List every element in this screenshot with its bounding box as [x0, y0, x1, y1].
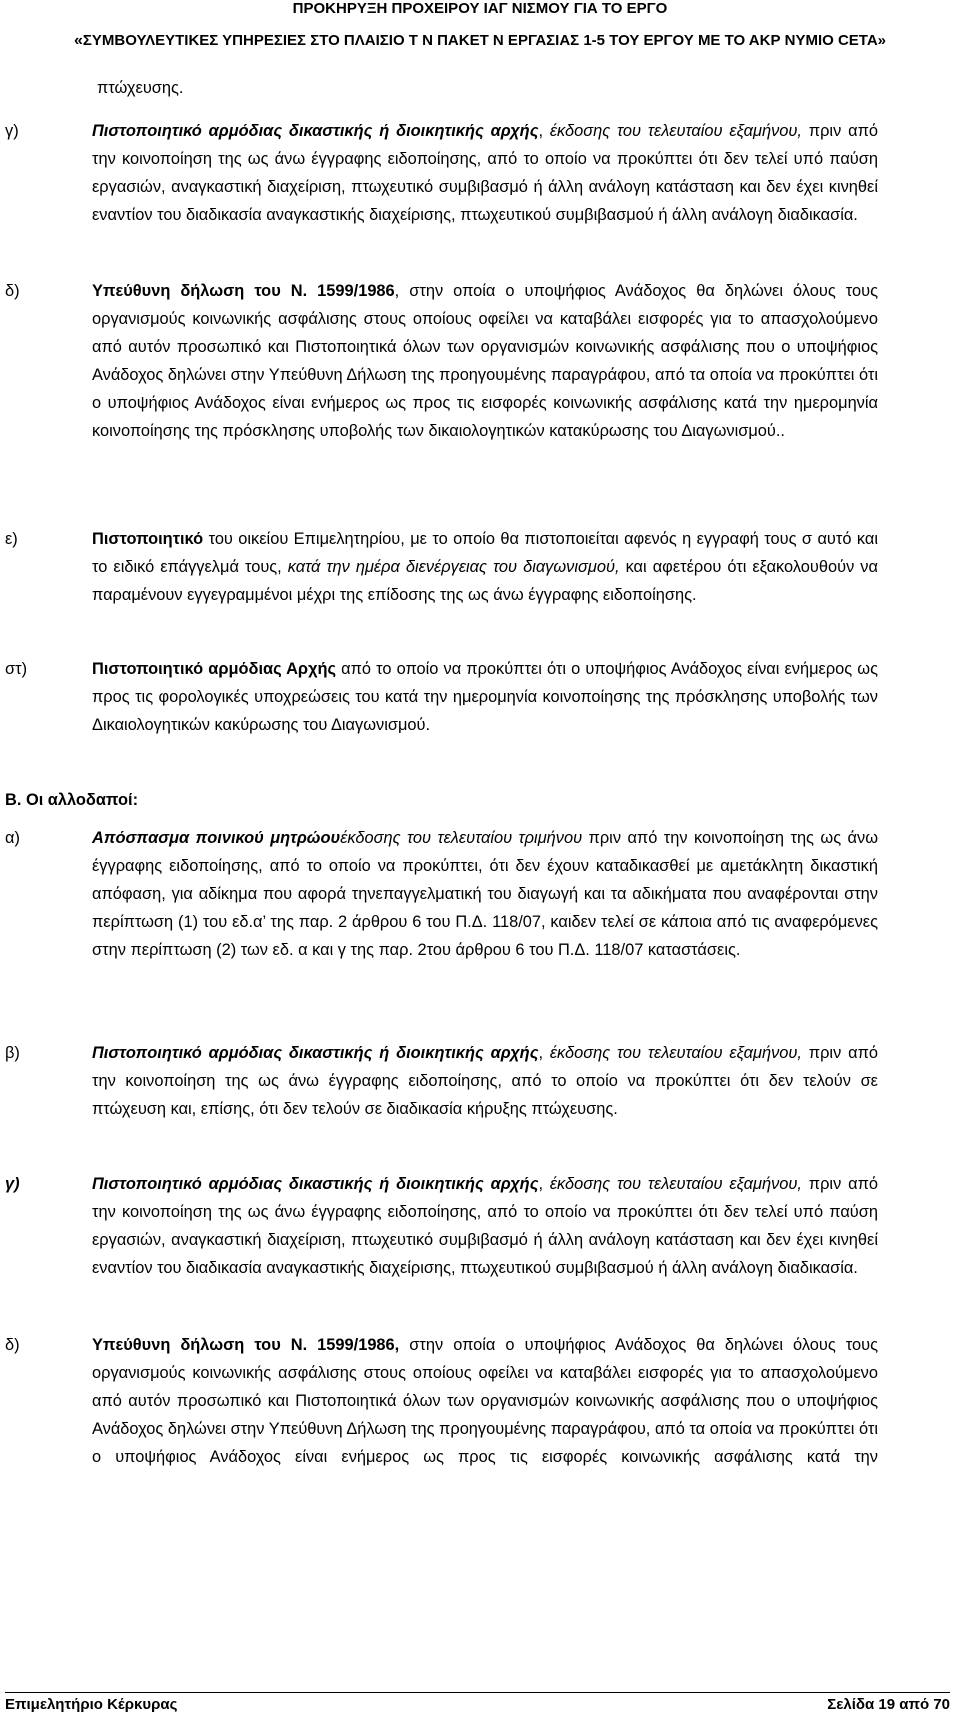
item-label: γ) — [5, 122, 19, 140]
paragraph-solemn-declaration: Υπεύθυνη δήλωση του Ν. 1599/1986, στην οποία ο υποψήφιος Ανάδοχος θα δηλώνει όλους τους οργανισμούς κοινωνικής ασφάλισης στους οποίους οφείλει να καταβάλει εισφορές για το απασχολούμενο από αυτόν προσωπικό και Πιστοποιητικά όλων των οργανισμών κοινωνικής ασφάλισης που ο υποψήφιος Ανάδοχος δηλώνει στην Υπεύθυνη Δήλωση της προηγουμένης παραγράφου, από τα οποία να προκύπτει ότι ο υποψήφιος Ανάδοχος είναι ενήμερος ως προς τις εισφορές κοινωνικής ασφάλισης κατά την — [92, 1336, 879, 1466]
item-title: Απόσπασμα ποινικού μητρώου — [92, 829, 341, 847]
paragraph-certificate-no-suspension: Πιστοποιητικό αρμόδιας δικαστικής ή διοικητικής αρχής, έκδοσης του τελευταίου εξαμήνου, πριν από την κοινοποίηση της ως άνω έγγραφης ειδοποίησης, από το οποίο να προκύπτει ότι δεν τελεί υπό παύση εργασιών, αναγκαστική διαχείριση, πτωχευτικό συμβιβασμό ή άλλη ανάλογη κατάσταση και δεν έχει κινηθεί εναντίον του διαδικασία αναγκαστικής διαχείρισης, πτωχευτικού συμβιβασμού ή άλλη ανάλογη διαδικασία. — [92, 122, 879, 224]
item-label: ε) — [5, 530, 18, 548]
paragraph-bankruptcy-certificate: Πιστοποιητικό αρμόδιας δικαστικής ή διοικητικής αρχής, έκδοσης του τελευταίου εξαμήνου, πριν από την κοινοποίηση της ως άνω έγγραφης ειδοποίησης, από το οποίο να προκύπτει ότι δεν τελούν σε πτώχευση και, επίσης, ότι δεν τελούν σε διαδικασία κήρυξης πτώχευσης. — [92, 1044, 879, 1118]
header-project-text: ΣΥΜΒΟΥΛΕΥΤΙΚΕΣ ΥΠΗΡΕΣΙΕΣ ΣΤΟ ΠΛΑΙΣΙΟ Τ Ν ΠΑΚΕΤ Ν ΕΡΓΑΣΙΑΣ 1-5 ΤΟΥ ΕΡΓΟΥ ΜΕ ΤΟ ΑΚΡ ΝΥΜΙΟ CETA» — [82, 32, 887, 49]
item-title: Πιστοποιητικό αρμόδιας δικαστικής ή διοικητικής αρχής — [92, 1175, 539, 1193]
footer-organization: Επιμελητήριο Κέρκυρας — [5, 1696, 178, 1713]
page-footer — [5, 1692, 950, 1715]
item-label: α) — [5, 829, 20, 847]
header-project — [0, 31, 960, 51]
paragraph-certificate-no-suspension: Πιστοποιητικό αρμόδιας δικαστικής ή διοικητικής αρχής, έκδοσης του τελευταίου εξαμήνου, πριν από την κοινοποίηση της ως άνω έγγραφης ειδοποίησης, από το οποίο να προκύπτει ότι δεν τελεί υπό παύση εργασιών, αναγκαστική διαχείριση, πτωχευτικό συμβιβασμό ή άλλη ανάλογη κατάσταση και δεν έχει κινηθεί εναντίον του διαδικασία αναγκαστικής διαχείρισης, πτωχευτικού συμβιβασμού ή άλλη ανάλογη διαδικασία. — [92, 1175, 879, 1277]
page-number: Σελίδα 19 από 70 — [827, 1696, 950, 1713]
item-title: Πιστοποιητικό αρμόδιας δικαστικής ή διοικητικής αρχής — [92, 122, 539, 140]
paragraph-solemn-declaration: Υπεύθυνη δήλωση του Ν. 1599/1986, στην οποία ο υποψήφιος Ανάδοχος θα δηλώνει όλους τους οργανισμούς κοινωνικής ασφάλισης στους οποίους οφείλει να καταβάλει εισφορές για το απασχολούμενο από αυτόν προσωπικό και Πιστοποιητικά όλων των οργανισμών κοινωνικής ασφάλισης που ο υποψήφιος Ανάδοχος δηλώνει στην Υπεύθυνη Δήλωση της προηγουμένης παραγράφου, από τα οποία να προκύπτει ότι ο υποψήφιος Ανάδοχος είναι ενήμερος ως προς τις εισφορές κοινωνικής ασφάλισης κατά την ημερομηνία κοινοποίησης της πρόσκλησης υποβολής των δικαιολογητικών κατακύρωσης του Διαγωνισμού.. — [92, 282, 878, 440]
item-title: Πιστοποιητικό αρμόδιας δικαστικής ή διοικητικής αρχής — [92, 1044, 539, 1062]
item-title: Υπεύθυνη δήλωση του Ν. 1599/1986, — [92, 1336, 400, 1354]
item-title: Πιστοποιητικό αρμόδιας Αρχής — [92, 660, 337, 678]
paragraph-chamber-certificate: Πιστοποιητικό του οικείου Επιμελητηρίου, με το οποίο θα πιστοποιείται αφενός η εγγραφή τους σ αυτό και το ειδικό επάγγελμά τους, κατά την ημέρα διενέργειας του διαγωνισμού, και αφετέρου ότι εξακολουθούν να παραμένουν εγγεγραμμένοι μέχρι της επίδοσης της ως άνω έγγραφης ειδοποίησης. — [92, 530, 878, 604]
continued-text: πτώχευσης. — [97, 79, 184, 97]
section-heading: Β. Οι αλλοδαποί: — [5, 791, 139, 809]
item-label: γ) — [5, 1175, 20, 1193]
item-label: δ) — [5, 282, 20, 300]
paragraph-tax-certificate: Πιστοποιητικό αρμόδιας Αρχής από το οποίο να προκύπτει ότι ο υποψήφιος Ανάδοχος είναι ενήμερος ως προς τις φορολογικές υποχρεώσεις του κατά την ημερομηνία κοινοποίησης της πρόσκλησης υποβολής των Δικαιολογητικών κακύρωσης του Διαγωνισμού. — [92, 660, 878, 734]
item-title: Υπεύθυνη δήλωση του Ν. 1599/1986 — [92, 282, 395, 300]
paragraph-criminal-record: Απόσπασμα ποινικού μητρώουέκδοσης του τελευταίου τριμήνου πριν από την κοινοποίηση της ως άνω έγγραφης ειδοποίησης, από το οποίο να προκύπτει, ότι δεν έχουν καταδικασθεί με αμετάκλητη δικαστική απόφαση, για αδίκημα που αφορά τηνεπαγγελματική του διαγωγή και τα αδικήματα που αναφέρονται στην περίπτωση (1) του εδ.α’ της παρ. 2 άρθρου 6 του Π.Δ. 118/07, καιδεν τελεί σε κάποια από τις αναφερόμενες στην περίπτωση (2) των εδ. α και γ της παρ. 2του άρθρου 6 του Π.Δ. 118/07 καταστάσεις. — [92, 829, 878, 959]
item-label: δ) — [5, 1336, 20, 1354]
header-quote: « — [73, 32, 83, 49]
header-title: ΠΡΟΚΗΡΥΞΗ ΠΡΟΧΕΙΡΟΥ ΙΑΓ ΝΙΣΜΟΥ ΓΙΑ ΤΟ ΕΡΓΟ — [292, 0, 668, 17]
item-label: στ) — [5, 660, 28, 678]
item-title: Πιστοποιητικό — [92, 530, 204, 548]
item-label: β) — [5, 1044, 20, 1062]
